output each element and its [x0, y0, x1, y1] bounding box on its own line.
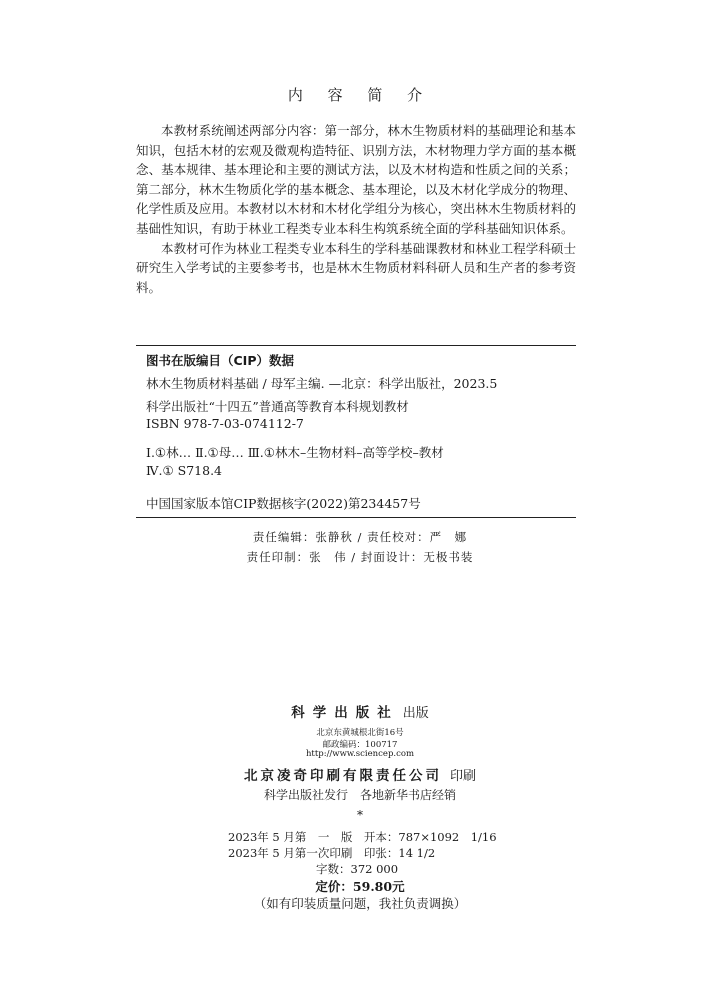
cip-series-line: 科学出版社“十四五”普通高等教育本科规划教材	[146, 399, 409, 414]
price: 定价：59.80元	[315, 879, 405, 894]
intro-paragraph-1: 本教材系统阐述两部分内容：第一部分，林木生物质材料的基础理论和基本知识，包括木材的宏观及微观构造特征、识别方法，木材物理力学方面的基本概念、基本规律、基本理论和主要的测试方法，以及木材构造和性质之间的关系；第二部分，林木生物质化学的基本概念、基本理论，以及木材化学成分的物理、化学性质及应用。本教材以木材和木材化学组分为核心，突出林木生物质材料的基础性知识，有助于林业工程类专业本科生构筑系统全面的学科基础知识体系。	[136, 123, 576, 236]
intro-paragraph-2: 本教材可作为林业工程类专业本科生的学科基础课教材和林业工程学科硕士研究生入学考试的主要参考书，也是林木生物质材料科研人员和生产者的参考资料。	[136, 240, 576, 295]
cip-isbn: ISBN 978-7-03-074112-7	[146, 416, 304, 431]
publisher-suffix: 出版	[402, 706, 429, 721]
publisher-address: 北京东黄城根北街16号	[316, 728, 404, 738]
publisher-line	[0, 701, 720, 721]
edition-line: 2023年 5 月第 一 版 开本：787×1092 1/16	[228, 830, 497, 844]
cip-classification-2: Ⅳ.① S718.4	[146, 463, 222, 478]
cip-bottom-rule	[136, 517, 576, 518]
publisher-name: 科学出版社	[291, 705, 399, 721]
printer-line	[0, 764, 720, 784]
cip-top-rule	[136, 345, 576, 346]
quality-notice: （如有印装质量问题，我社负责调换）	[253, 896, 467, 911]
page-title: 内 容 简 介	[287, 86, 433, 104]
cip-record-number: 中国国家版本馆CIP数据核字(2022)第234457号	[146, 496, 421, 511]
introduction	[136, 121, 576, 297]
publisher-postcode: 邮政编码：100717	[322, 740, 398, 750]
cip-heading: 图书在版编目（CIP）数据	[146, 353, 294, 368]
printer-suffix: 印刷	[449, 769, 476, 784]
editors-line: 责任编辑：张静秋 / 责任校对：严 娜	[252, 530, 468, 544]
publisher-url: http://www.sciencep.com	[305, 749, 415, 759]
cip-classification-1: Ⅰ.①林… Ⅱ.①母… Ⅲ.①林木–生物材料–高等学校–教材	[146, 445, 444, 460]
distribution-line: 科学出版社发行 各地新华书店经销	[263, 788, 456, 802]
specs-block	[228, 829, 500, 877]
printer-name: 北京凌奇印刷有限责任公司	[243, 768, 442, 784]
separator-star: *	[357, 808, 363, 822]
printing-line: 2023年 5 月第一次印刷 印张：14 1/2	[228, 846, 436, 860]
print-design-line: 责任印制：张 伟 / 封面设计：无极书装	[246, 550, 474, 564]
cip-title-line: 林木生物质材料基础 / 母军主编. —北京：科学出版社，2023.5	[146, 376, 498, 391]
word-count: 字数：372 000	[316, 862, 399, 876]
